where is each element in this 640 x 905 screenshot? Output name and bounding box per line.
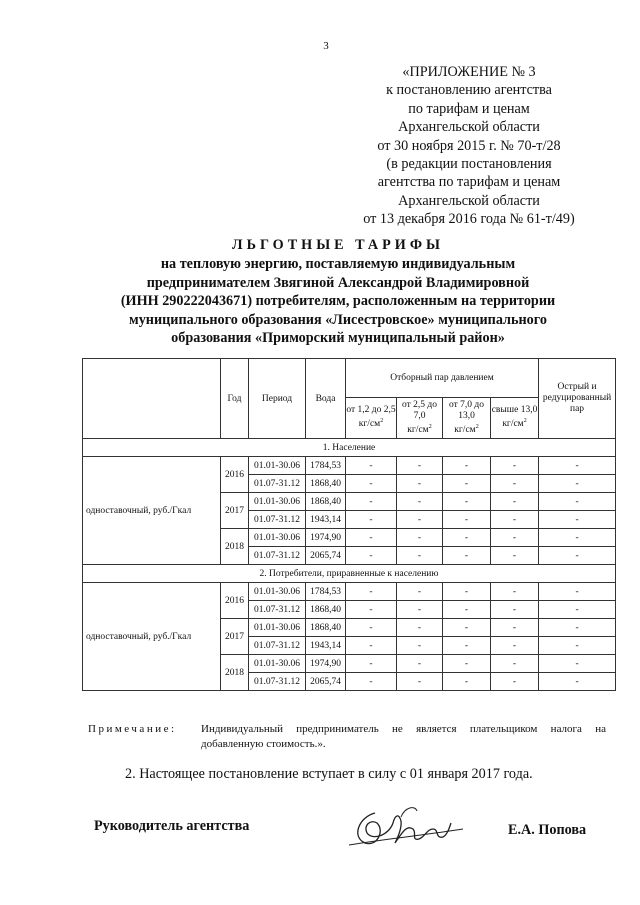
rate-type: одноставочный, руб./Гкал bbox=[83, 583, 221, 691]
subtitle-line: образования «Приморский муниципальный район» bbox=[171, 330, 505, 347]
tariff-table bbox=[82, 358, 616, 691]
pressure-unit: кг/см bbox=[454, 425, 476, 436]
pressure-unit: кг/см bbox=[358, 419, 381, 430]
steam-tariff-p2: - bbox=[397, 619, 443, 637]
table-row bbox=[83, 457, 616, 475]
page-number: 3 bbox=[323, 40, 329, 52]
steam-tariff-p2: - bbox=[397, 475, 443, 493]
steam-tariff-p1: - bbox=[346, 637, 397, 655]
steam-tariff-p1: - bbox=[346, 547, 397, 565]
water-tariff: 1868,40 bbox=[306, 601, 346, 619]
appendix-line: Архангельской области bbox=[398, 192, 540, 209]
pressure-unit: кг/см bbox=[502, 419, 524, 430]
pressure-range: от 7,0 до 13,0 bbox=[449, 399, 484, 421]
appendix-line: «ПРИЛОЖЕНИЕ № 3 bbox=[402, 64, 536, 80]
steam-tariff-p4: - bbox=[491, 619, 539, 637]
steam-tariff-p1: - bbox=[346, 529, 397, 547]
steam-tariff-p1: - bbox=[346, 457, 397, 475]
pressure-range: от 1,2 до 2,5 bbox=[346, 405, 396, 416]
steam-tariff-p3: - bbox=[443, 637, 491, 655]
section-title: 2. Потребители, приравненные к населению bbox=[83, 565, 616, 583]
appendix-line: агентства по тарифам и ценам bbox=[377, 174, 561, 191]
steam-tariff-p3: - bbox=[443, 457, 491, 475]
water-tariff: 1868,40 bbox=[306, 475, 346, 493]
subtitle-line: предпринимателем Звягиной Александрой Владимировной bbox=[146, 274, 530, 291]
note-label: Примечание: bbox=[88, 723, 177, 735]
steam-tariff-p2: - bbox=[397, 673, 443, 691]
steam-tariff-p1: - bbox=[346, 475, 397, 493]
water-tariff: 1943,14 bbox=[306, 637, 346, 655]
water-tariff: 1974,90 bbox=[306, 655, 346, 673]
signatory-name: Е.А. Попова bbox=[508, 822, 587, 838]
steam-tariff-p2: - bbox=[397, 601, 443, 619]
header-pressure-p3 bbox=[443, 398, 491, 439]
pressure-range: от 2,5 до 7,0 bbox=[402, 399, 437, 421]
steam-tariff-p3: - bbox=[443, 475, 491, 493]
water-tariff: 1974,90 bbox=[306, 529, 346, 547]
water-tariff: 2065,74 bbox=[306, 673, 346, 691]
appendix-line: Архангельской области bbox=[398, 119, 540, 136]
steam-tariff-p2: - bbox=[397, 511, 443, 529]
sharp-steam-tariff: - bbox=[539, 475, 616, 493]
header-pressure-p4 bbox=[491, 398, 539, 439]
steam-tariff-p1: - bbox=[346, 583, 397, 601]
period-cell: 01.07-31.12 bbox=[249, 511, 306, 529]
pressure-range: свыше 13,0 bbox=[491, 405, 538, 416]
steam-tariff-p2: - bbox=[397, 529, 443, 547]
steam-tariff-p1: - bbox=[346, 655, 397, 673]
steam-tariff-p3: - bbox=[443, 655, 491, 673]
period-cell: 01.01-30.06 bbox=[249, 619, 306, 637]
steam-tariff-p4: - bbox=[491, 637, 539, 655]
steam-tariff-p4: - bbox=[491, 511, 539, 529]
appendix-reference bbox=[338, 63, 600, 229]
steam-tariff-p1: - bbox=[346, 619, 397, 637]
steam-tariff-p1: - bbox=[346, 493, 397, 511]
sharp-steam-tariff: - bbox=[539, 547, 616, 565]
steam-tariff-p2: - bbox=[397, 547, 443, 565]
steam-tariff-p3: - bbox=[443, 529, 491, 547]
steam-tariff-p1: - bbox=[346, 673, 397, 691]
steam-tariff-p3: - bbox=[443, 601, 491, 619]
period-cell: 01.07-31.12 bbox=[249, 673, 306, 691]
sharp-steam-tariff: - bbox=[539, 529, 616, 547]
subtitle-line: (ИНН 290222043671) потребителям, расположенным на территории bbox=[120, 293, 556, 310]
steam-tariff-p2: - bbox=[397, 583, 443, 601]
rate-type: одноставочный, руб./Гкал bbox=[83, 457, 221, 565]
steam-tariff-p2: - bbox=[397, 655, 443, 673]
sharp-steam-tariff: - bbox=[539, 601, 616, 619]
pressure-unit-exponent: 2 bbox=[380, 418, 384, 425]
pressure-unit-exponent: 2 bbox=[428, 423, 432, 430]
pressure-unit: кг/см bbox=[407, 425, 429, 436]
steam-tariff-p4: - bbox=[491, 457, 539, 475]
steam-tariff-p4: - bbox=[491, 601, 539, 619]
note-text: Индивидуальный предприниматель не является плательщиком налога на добавленную стоимость.». bbox=[201, 723, 606, 750]
header-period: Период bbox=[249, 359, 306, 439]
effective-date-clause: 2. Настоящее постановление вступает в силу с 01 января 2017 года. bbox=[125, 766, 533, 782]
pressure-unit-exponent: 2 bbox=[523, 418, 527, 425]
period-cell: 01.01-30.06 bbox=[249, 655, 306, 673]
sharp-steam-tariff: - bbox=[539, 673, 616, 691]
water-tariff: 1784,53 bbox=[306, 457, 346, 475]
header-water: Вода bbox=[306, 359, 346, 439]
period-cell: 01.07-31.12 bbox=[249, 637, 306, 655]
steam-tariff-p3: - bbox=[443, 493, 491, 511]
table-header-row bbox=[83, 359, 616, 398]
steam-tariff-p4: - bbox=[491, 547, 539, 565]
signatory-title: Руководитель агентства bbox=[94, 818, 250, 834]
period-cell: 01.07-31.12 bbox=[249, 547, 306, 565]
year-cell: 2016 bbox=[221, 457, 249, 493]
header-year: Год bbox=[221, 359, 249, 439]
steam-tariff-p4: - bbox=[491, 529, 539, 547]
steam-tariff-p3: - bbox=[443, 673, 491, 691]
section-title-row bbox=[83, 565, 616, 583]
steam-tariff-p1: - bbox=[346, 511, 397, 529]
appendix-line: (в редакции постановления bbox=[386, 156, 552, 173]
steam-tariff-p4: - bbox=[491, 673, 539, 691]
header-pressure-p2 bbox=[397, 398, 443, 439]
steam-tariff-p3: - bbox=[443, 583, 491, 601]
sharp-steam-tariff: - bbox=[539, 457, 616, 475]
steam-tariff-p3: - bbox=[443, 619, 491, 637]
water-tariff: 1868,40 bbox=[306, 619, 346, 637]
year-cell: 2017 bbox=[221, 619, 249, 655]
sharp-steam-tariff: - bbox=[539, 583, 616, 601]
appendix-line: по тарифам и ценам bbox=[408, 100, 530, 117]
period-cell: 01.01-30.06 bbox=[249, 457, 306, 475]
steam-tariff-p1: - bbox=[346, 601, 397, 619]
handwritten-signature bbox=[345, 795, 470, 855]
period-cell: 01.01-30.06 bbox=[249, 529, 306, 547]
steam-tariff-p3: - bbox=[443, 511, 491, 529]
water-tariff: 1868,40 bbox=[306, 493, 346, 511]
water-tariff: 1943,14 bbox=[306, 511, 346, 529]
steam-tariff-p4: - bbox=[491, 475, 539, 493]
header-sharp-steam: Острый и редуцированный пар bbox=[539, 359, 616, 439]
subtitle-line: на тепловую энергию, поставляемую индивидуальным bbox=[160, 256, 516, 273]
section-title: 1. Население bbox=[83, 439, 616, 457]
document-subtitle bbox=[100, 255, 576, 347]
year-cell: 2018 bbox=[221, 655, 249, 691]
header-blank bbox=[83, 359, 221, 439]
appendix-line: от 13 декабря 2016 года № 61-т/49) bbox=[363, 211, 575, 228]
appendix-line: к постановлению агентства bbox=[386, 82, 552, 99]
steam-tariff-p3: - bbox=[443, 547, 491, 565]
steam-tariff-p2: - bbox=[397, 457, 443, 475]
year-cell: 2016 bbox=[221, 583, 249, 619]
steam-tariff-p4: - bbox=[491, 655, 539, 673]
sharp-steam-tariff: - bbox=[539, 619, 616, 637]
steam-tariff-p2: - bbox=[397, 493, 443, 511]
section-title-row bbox=[83, 439, 616, 457]
sharp-steam-tariff: - bbox=[539, 655, 616, 673]
sharp-steam-tariff: - bbox=[539, 637, 616, 655]
table-row bbox=[83, 583, 616, 601]
period-cell: 01.07-31.12 bbox=[249, 475, 306, 493]
sharp-steam-tariff: - bbox=[539, 511, 616, 529]
year-cell: 2018 bbox=[221, 529, 249, 565]
period-cell: 01.07-31.12 bbox=[249, 601, 306, 619]
water-tariff: 1784,53 bbox=[306, 583, 346, 601]
steam-tariff-p2: - bbox=[397, 637, 443, 655]
title-block bbox=[100, 236, 576, 347]
pressure-unit-exponent: 2 bbox=[475, 423, 479, 430]
document-title: ЛЬГОТНЫЕ ТАРИФЫ bbox=[232, 237, 444, 253]
period-cell: 01.01-30.06 bbox=[249, 493, 306, 511]
header-selected-steam: Отборный пар давлением bbox=[346, 359, 539, 398]
steam-tariff-p4: - bbox=[491, 493, 539, 511]
year-cell: 2017 bbox=[221, 493, 249, 529]
steam-tariff-p4: - bbox=[491, 583, 539, 601]
appendix-line: от 30 ноября 2015 г. № 70-т/28 bbox=[377, 137, 561, 154]
period-cell: 01.01-30.06 bbox=[249, 583, 306, 601]
sharp-steam-tariff: - bbox=[539, 493, 616, 511]
subtitle-line: муниципального образования «Лисестровское» муниципального bbox=[129, 311, 547, 328]
water-tariff: 2065,74 bbox=[306, 547, 346, 565]
header-pressure-p1 bbox=[346, 398, 397, 439]
